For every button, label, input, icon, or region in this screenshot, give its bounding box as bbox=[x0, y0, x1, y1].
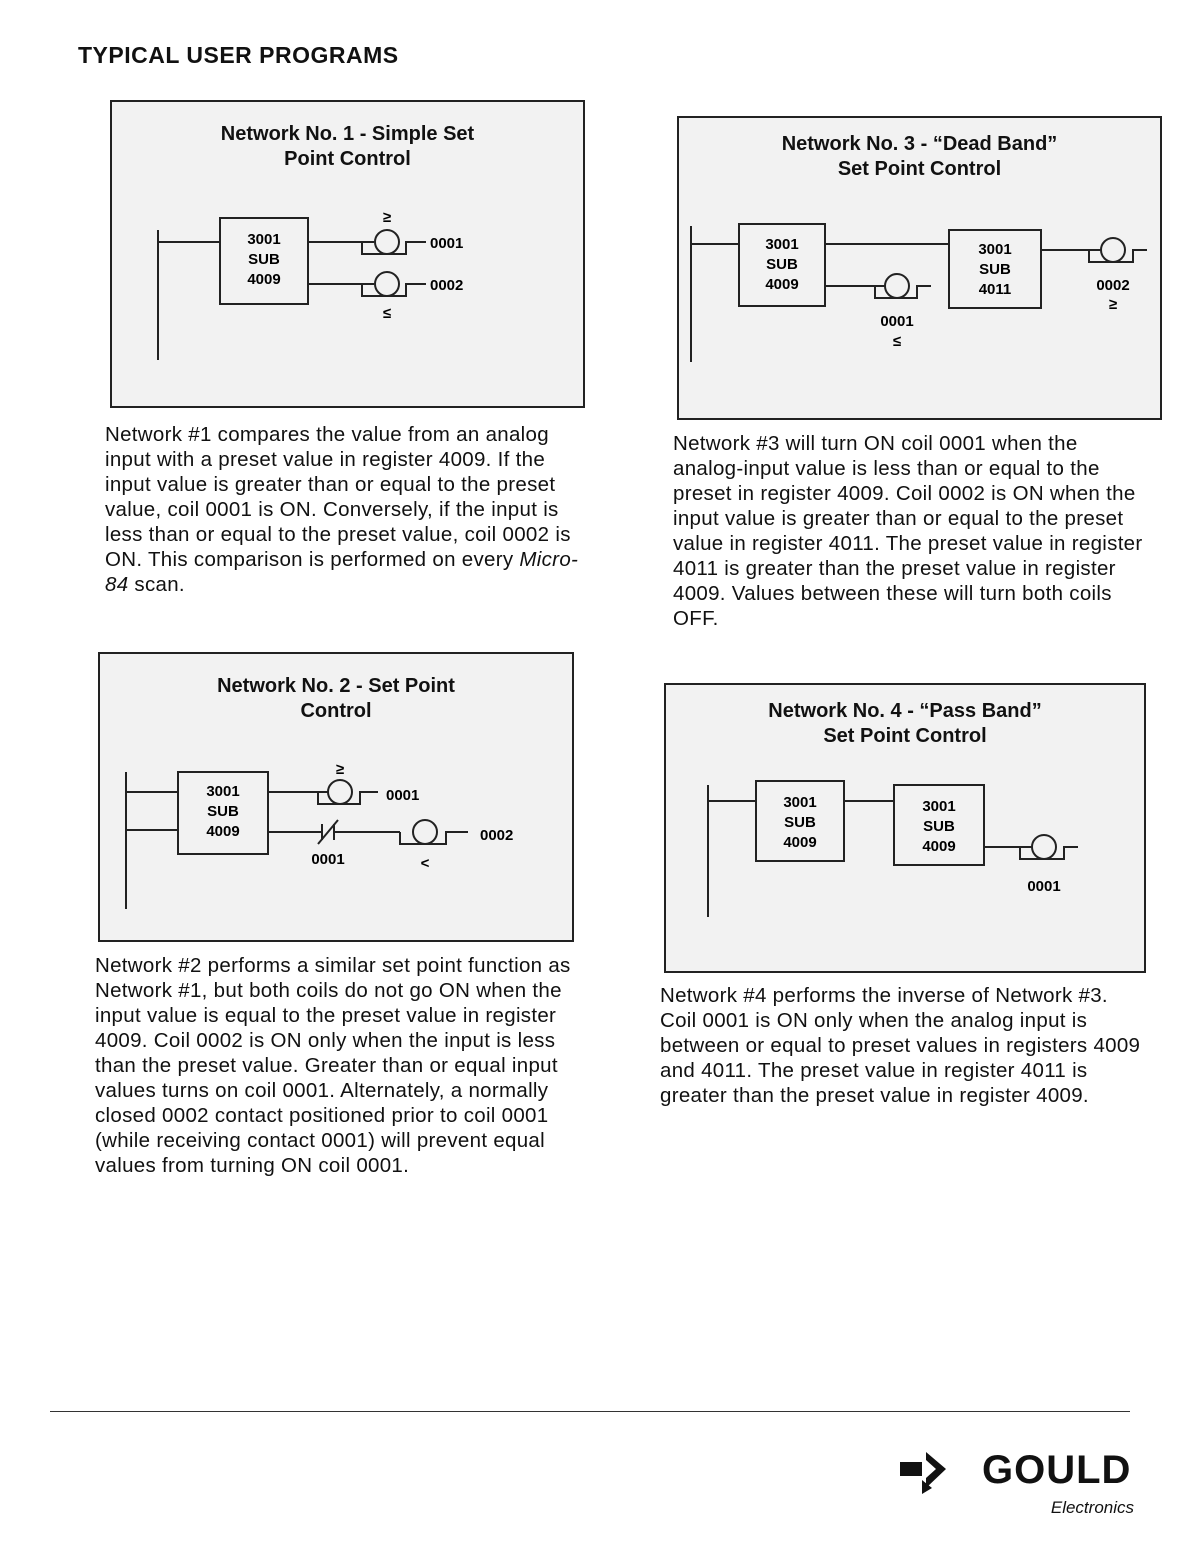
block-1-line-2: SUB bbox=[784, 814, 816, 831]
footer-rule bbox=[50, 1411, 1130, 1412]
coil-bottom-label: 0002 bbox=[430, 277, 464, 294]
network-1-title-line1: Network No. 1 - Simple Set bbox=[220, 123, 475, 145]
network-4-title-line2: Set Point Control bbox=[823, 725, 987, 747]
coil-0001 bbox=[328, 780, 352, 804]
network-4-title-line1: Network No. 4 - “Pass Band” bbox=[768, 700, 1042, 722]
network-3-description bbox=[673, 431, 1153, 631]
brand-subtitle: Electronics bbox=[1050, 1498, 1134, 1517]
coil-0001 bbox=[1032, 835, 1056, 859]
block-2-line-1: 3001 bbox=[978, 241, 1012, 258]
coil-right-label: 0002 bbox=[1096, 277, 1130, 294]
network-3-ladder bbox=[679, 118, 1164, 422]
block-1-line-1: 3001 bbox=[765, 236, 799, 253]
coil-label: 0001 bbox=[1027, 878, 1061, 895]
coil-top-label: 0001 bbox=[430, 235, 464, 252]
network-1-text: Network #1 compares the value from an analog input with a preset value in register 4009. If the input value is greater than or equal to the preset value, coil 0001 is ON. Conversely, if the input is less than or equal to the preset value, coil 0002 is ON. This comparison is performed on every bbox=[105, 423, 571, 571]
network-3-title-line2: Set Point Control bbox=[837, 158, 1002, 180]
coil-bottom-symbol: < bbox=[420, 855, 430, 872]
block-2-line-2: SUB bbox=[979, 261, 1011, 278]
coil-bottom-label: 0002 bbox=[480, 827, 514, 844]
coil-right-symbol: ≥ bbox=[1108, 296, 1118, 313]
network-1-ladder bbox=[112, 102, 587, 410]
block-line-1: 3001 bbox=[247, 231, 281, 248]
coil-0002 bbox=[375, 272, 399, 296]
coil-bottom-symbol: ≤ bbox=[382, 305, 392, 322]
coil-0002 bbox=[1101, 238, 1125, 262]
network-2-description bbox=[95, 953, 573, 1178]
block-line-1: 3001 bbox=[206, 783, 240, 800]
network-1-diagram bbox=[110, 100, 585, 408]
block-line-2: SUB bbox=[207, 803, 239, 820]
coil-top-label: 0001 bbox=[386, 787, 420, 804]
coil-mid-symbol: ≤ bbox=[892, 333, 902, 350]
coil-0001 bbox=[885, 274, 909, 298]
network-4-ladder bbox=[666, 685, 1148, 975]
coil-mid-label: 0001 bbox=[880, 313, 914, 330]
network-2-title-line1: Network No. 2 - Set Point bbox=[217, 675, 455, 697]
network-3-title-line1: Network No. 3 - “Dead Band” bbox=[781, 133, 1058, 155]
block-2-line-2: SUB bbox=[923, 818, 955, 835]
block-2-line-3: 4011 bbox=[978, 281, 1012, 298]
network-3-diagram bbox=[677, 116, 1162, 420]
network-1-description bbox=[105, 422, 583, 597]
block-1-line-1: 3001 bbox=[783, 794, 817, 811]
network-2-title-line2: Control bbox=[300, 700, 372, 722]
network-3-text: Network #3 will turn ON coil 0001 when the analog-input value is less than or equal to the preset in register 4009. Coil 0002 is ON when the input value is greater than or equal to the preset value in register 4011. The preset value in register 4011 is greater than the preset value in register 4009. Values between these will turn both coils OFF. bbox=[673, 432, 1143, 630]
gould-logo-icon bbox=[900, 1450, 956, 1494]
block-line-2: SUB bbox=[248, 251, 280, 268]
block-line-3: 4009 bbox=[206, 823, 240, 840]
block-line-3: 4009 bbox=[247, 271, 281, 288]
coil-top-symbol: ≥ bbox=[382, 209, 392, 226]
network-1-title-line2: Point Control bbox=[284, 148, 411, 170]
coil-0001 bbox=[375, 230, 399, 254]
brand-name: GOULD bbox=[982, 1448, 1132, 1492]
block-1-line-3: 4009 bbox=[783, 834, 817, 851]
network-2-diagram bbox=[98, 652, 574, 942]
gould-logo bbox=[900, 1448, 1140, 1528]
network-4-diagram bbox=[664, 683, 1146, 973]
contact-label: 0001 bbox=[311, 851, 345, 868]
block-1-line-2: SUB bbox=[766, 256, 798, 273]
block-1-line-3: 4009 bbox=[765, 276, 799, 293]
network-1-text-italic: Micro-84 bbox=[105, 548, 579, 596]
network-4-description bbox=[660, 983, 1142, 1108]
network-2-text: Network #2 performs a similar set point function as Network #1, but both coils do not go ON when the input value is equal to the preset value in register 4009. Coil 0002 is ON only when the input is less than the preset value. Greater than or equal input values turns on coil 0001. Alternately, a normally closed 0002 contact positioned prior to coil 0001 (while receiving contact 0001) will prevent equal values from turning ON coil 0001. bbox=[95, 954, 571, 1177]
network-4-text: Network #4 performs the inverse of Network #3. Coil 0001 is ON only when the analog input is between or equal to preset values in registers 4009 and 4011. The preset value in register 4011 is greater than the preset value in register 4009. bbox=[660, 984, 1141, 1107]
network-2-ladder bbox=[100, 654, 576, 944]
coil-0002 bbox=[413, 820, 437, 844]
coil-top-symbol: ≥ bbox=[335, 761, 345, 778]
block-2-line-3: 4009 bbox=[922, 838, 956, 855]
network-1-text-end: scan. bbox=[128, 573, 185, 596]
block-2-line-1: 3001 bbox=[922, 798, 956, 815]
page-heading: TYPICAL USER PROGRAMS bbox=[78, 42, 399, 68]
